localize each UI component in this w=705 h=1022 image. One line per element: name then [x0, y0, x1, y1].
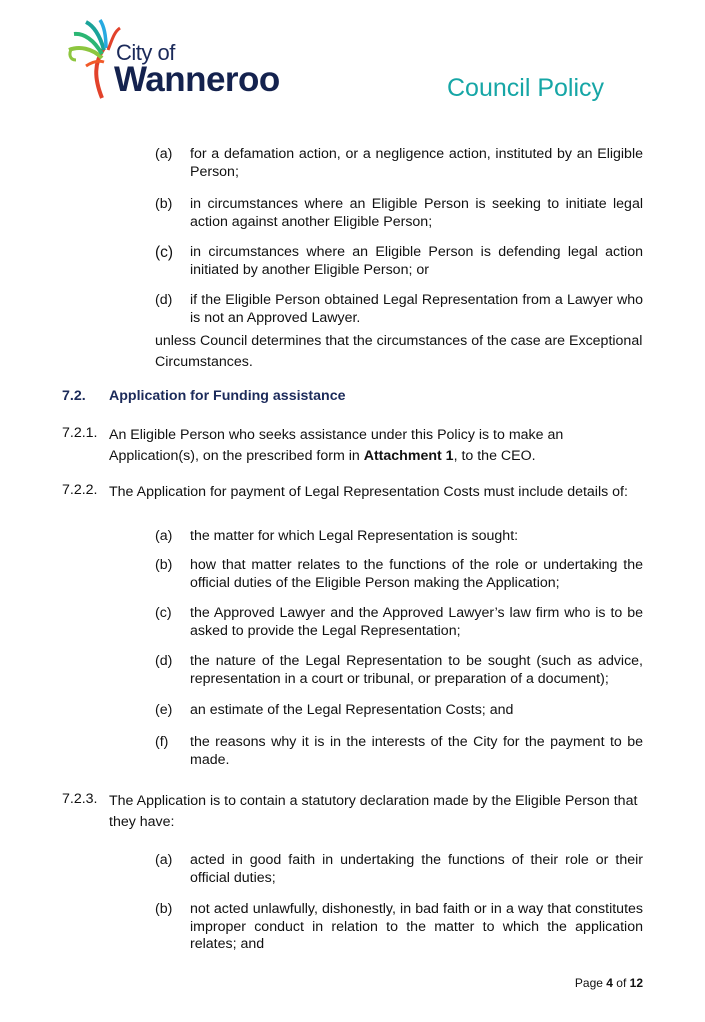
list-item-label: (f): [155, 734, 169, 750]
city-of-wanneroo-logo: [64, 18, 294, 108]
clause-number: 7.2.2.: [62, 482, 98, 498]
list-item-text: the reasons why it is in the interests of the City for the payment to be made.: [190, 734, 643, 768]
clause-7-2-1: [62, 425, 652, 467]
list-item-label: (b): [155, 557, 173, 573]
logo-text-city-of: City of: [116, 40, 175, 65]
list-item: [155, 734, 643, 769]
list-item: [155, 292, 643, 327]
list-item: [155, 244, 643, 279]
section-heading: [62, 388, 345, 404]
list-item-text: if the Eligible Person obtained Legal Representation from a Lawyer who is not an Approved Lawyer.: [190, 292, 643, 326]
list-item: [155, 653, 643, 688]
clause-7-2-2: [62, 482, 652, 503]
list-item: [155, 702, 643, 720]
document-type-title: Council Policy: [447, 74, 605, 102]
total-pages: 12: [629, 976, 643, 990]
list-item: [155, 528, 643, 546]
section-title: Application for Funding assistance: [109, 388, 346, 404]
list-item-label: (c): [155, 244, 174, 261]
list-item-label: (a): [155, 146, 173, 162]
list-item: [155, 196, 643, 231]
exception-clause: unless Council determines that the circumstances of the case are Exceptional Circumstances.: [155, 333, 643, 370]
list-item-text: the Approved Lawyer and the Approved Lawyer’s law firm who is to be asked to provide the Legal Representation;: [190, 605, 643, 639]
list-item: [155, 146, 643, 181]
clause-text: The Application is to contain a statutory declaration made by the Eligible Person that they have:: [109, 793, 638, 830]
list-item-label: (c): [155, 605, 172, 621]
list-item-text: an estimate of the Legal Representation Costs; and: [190, 702, 514, 718]
list-item-text: not acted unlawfully, dishonestly, in bad faith or in a way that constitutes improper conduct in relation to the matter to which the application relates; and: [190, 901, 643, 952]
list-item-label: (b): [155, 901, 173, 917]
list-item-label: (a): [155, 528, 173, 544]
list-item-label: (b): [155, 196, 173, 212]
list-item: [155, 901, 643, 954]
list-item-label: (a): [155, 852, 173, 868]
list-item-text: acted in good faith in undertaking the functions of their role or their official duties;: [190, 852, 643, 886]
clause-text: The Application for payment of Legal Representation Costs must include details of:: [109, 484, 628, 500]
attachment-reference: Attachment 1: [363, 448, 454, 464]
list-item-text: how that matter relates to the functions of the role or undertaking the official duties of the Eligible Person making the Application;: [190, 557, 643, 591]
page-number: Page 4 of 12: [574, 976, 643, 990]
section-number: 7.2.: [62, 388, 86, 404]
list-item-label: (d): [155, 653, 173, 669]
clause-text: An Eligible Person who seeks assistance under this Policy is to make an Application(s), on the prescribed form in Attachment 1, to the CEO.: [109, 427, 564, 464]
list-item-text: for a defamation action, or a negligence action, instituted by an Eligible Person;: [190, 146, 643, 180]
clause-number: 7.2.1.: [62, 425, 98, 441]
clause-7-2-3: [62, 791, 652, 833]
list-item-text: in circumstances where an Eligible Person is defending legal action initiated by another Eligible Person; or: [190, 244, 643, 278]
list-item: [155, 557, 643, 592]
current-page: 4: [606, 976, 613, 990]
clause-number: 7.2.3.: [62, 791, 98, 807]
list-item-label: (d): [155, 292, 173, 308]
logo-text-wanneroo: Wanneroo: [114, 60, 280, 99]
list-item-text: the matter for which Legal Representation is sought:: [190, 528, 519, 544]
list-item-text: the nature of the Legal Representation to be sought (such as advice, representation in a court or tribunal, or preparation of a document);: [190, 653, 643, 687]
list-item: [155, 852, 643, 887]
list-item-label: (e): [155, 702, 173, 718]
list-item-text: in circumstances where an Eligible Person is seeking to initiate legal action against another Eligible Person;: [190, 196, 643, 230]
list-item: [155, 605, 643, 640]
